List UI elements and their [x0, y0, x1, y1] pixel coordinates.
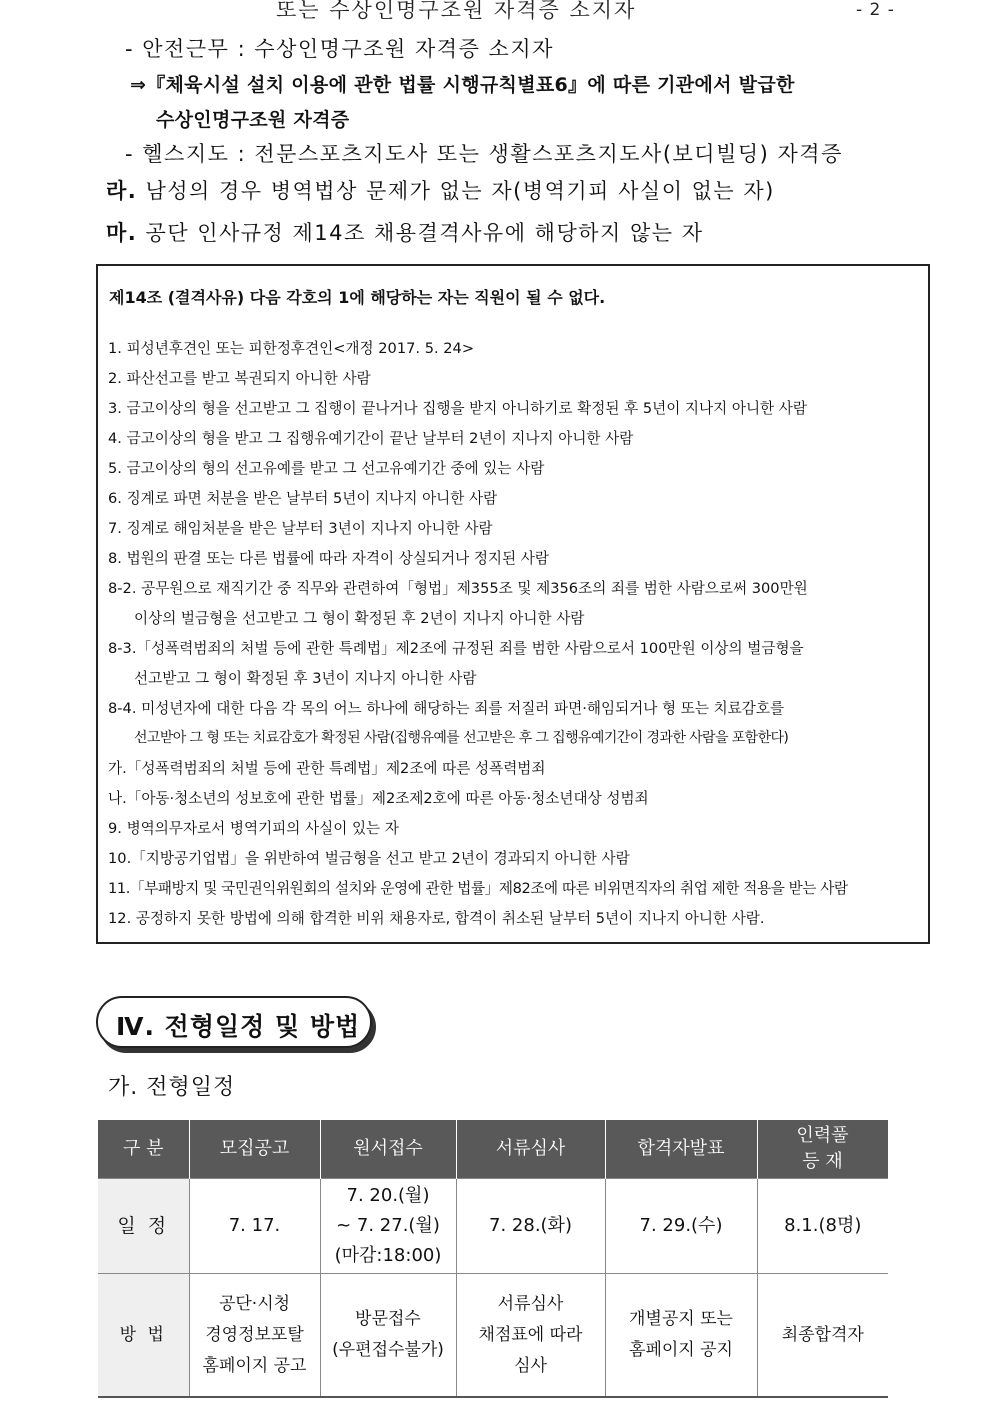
rule-item: 8. 법원의 판결 또는 다른 법률에 따라 자격이 상실되거나 정지된 사람: [108, 550, 549, 567]
rule-item: 4. 금고이상의 형을 받고 그 집행유예기간이 끝난 날부터 2년이 지나지 아니한 사람: [108, 430, 634, 447]
disqualification-rule-box: [96, 264, 930, 944]
header-talent-pool: 인력풀 등 재: [757, 1120, 888, 1179]
row-label-method: 방 법: [98, 1274, 189, 1398]
rule-item: 1. 피성년후견인 또는 피한정후견인<개정 2017. 5. 24>: [108, 340, 475, 357]
rule-item: 8-3.「성폭력범죄의 처벌 등에 관한 특례법」제2조에 규정된 죄를 범한 사람으로서 100만원 이상의 벌금형을: [108, 640, 804, 657]
requirement-ma-marker: 마.: [106, 221, 138, 245]
row-label-schedule: 일 정: [98, 1179, 189, 1274]
page-number: - 2 -: [856, 0, 895, 20]
cell-result-date: 7. 29.(수): [605, 1179, 757, 1274]
health-qualification: - 헬스지도 : 전문스포츠지도사 또는 생활스포츠지도사(보디빌딩) 자격증: [125, 142, 843, 166]
rule-item: 12. 공정하지 못한 방법에 의해 합격한 비위 채용자로, 합격이 취소된 날부터 5년이 지나지 아니한 사람.: [108, 910, 765, 927]
requirement-ra-text: 남성의 경우 병역법상 문제가 없는 자(병역기피 사실이 없는 자): [137, 179, 775, 203]
rule-item: 7. 징계로 해임처분을 받은 날부터 3년이 지나지 아니한 사람: [108, 520, 493, 537]
table-row: [98, 1274, 888, 1398]
cell-application-date: 7. 20.(월) ~ 7. 27.(월) (마감:18:00): [320, 1179, 456, 1274]
header-document-review: 서류심사: [456, 1120, 605, 1179]
rule-item: 나.「아동·청소년의 성보호에 관한 법률」제2조제2호에 따른 아동·청소년대상 성범죄: [108, 790, 649, 807]
requirement-ma: [106, 217, 704, 247]
header-announcement: 모집공고: [189, 1120, 320, 1179]
cell-review-date: 7. 28.(화): [456, 1179, 605, 1274]
rule-item: 6. 징계로 파면 처분을 받은 날부터 5년이 지나지 아니한 사람: [108, 490, 498, 507]
cell-result-method: 개별공지 또는 홈페이지 공지: [605, 1274, 757, 1398]
header-result: 합격자발표: [605, 1120, 757, 1179]
rule-item: 8-4. 미성년자에 대한 다음 각 목의 어느 하나에 해당하는 죄를 저질러 파면·해임되거나 형 또는 치료감호를: [108, 700, 785, 717]
header-application: 원서접수: [320, 1120, 456, 1179]
cell-announcement-date: 7. 17.: [189, 1179, 320, 1274]
cut-off-line: 또는 수상인명구조원 자격증 소지자: [276, 0, 637, 22]
requirement-ra-marker: 라.: [106, 179, 138, 203]
schedule-table: [98, 1120, 889, 1398]
rule-item: 10.「지방공기업법」을 위반하여 벌금형을 선고 받고 2년이 경과되지 아니한 사람: [108, 850, 630, 867]
rule-item: 11.「부패방지 및 국민권익위원회의 설치와 운영에 관한 법률」제82조에 따른 비위면직자의 취업 제한 적용을 받는 사람: [108, 880, 848, 897]
cell-pool-date: 8.1.(8명): [757, 1179, 888, 1274]
schedule-header-row: [98, 1120, 888, 1179]
section-title: Ⅳ. 전형일정 및 방법: [116, 1012, 361, 1041]
cell-announcement-method: 공단·시청 경영정보포탈 홈페이지 공고: [189, 1274, 320, 1398]
rule-item: 5. 금고이상의 형의 선고유예를 받고 그 선고유예기간 중에 있는 사람: [108, 460, 545, 477]
rule-item-continuation: 선고받고 그 형이 확정된 후 3년이 지나지 아니한 사람: [134, 670, 477, 687]
header-category: 구 분: [98, 1120, 189, 1179]
rule-item: 9. 병역의무자로서 병역기피의 사실이 있는 자: [108, 820, 399, 837]
rule-item: 가.「성폭력범죄의 처벌 등에 관한 특례법」제2조에 따른 성폭력범죄: [108, 760, 546, 777]
rule-item: 3. 금고이상의 형을 선고받고 그 집행이 끝나거나 집행을 받지 아니하기로 확정된 후 5년이 지나지 아니한 사람: [108, 400, 807, 417]
rule-title: 제14조 (결격사유) 다음 각호의 1에 해당하는 자는 직원이 될 수 없다.: [109, 288, 606, 307]
table-row: [98, 1179, 888, 1274]
safety-qualification: - 안전근무 : 수상인명구조원 자격증 소지자: [125, 37, 554, 61]
safety-law-note-cont: 수상인명구조원 자격증: [156, 109, 350, 131]
section-heading-pill: [96, 996, 372, 1048]
requirement-ma-text: 공단 인사규정 제14조 채용결격사유에 해당하지 않는 자: [137, 221, 704, 245]
requirement-ra: [106, 175, 775, 205]
rule-item-continuation: 선고받아 그 형 또는 치료감호가 확정된 사람(집행유예를 선고받은 후 그 집행유예기간이 경과한 사람을 포함한다): [134, 730, 789, 746]
subsection-title: 가. 전형일정: [108, 1075, 236, 1100]
rule-item: 2. 파산선고를 받고 복권되지 아니한 사람: [108, 370, 371, 387]
rule-item-continuation: 이상의 벌금형을 선고받고 그 형이 확정된 후 2년이 지나지 아니한 사람: [134, 610, 585, 627]
safety-law-note: ⇒『체육시설 설치 이용에 관한 법률 시행규칙별표6』에 따른 기관에서 발급한: [130, 74, 795, 96]
rule-item: 8-2. 공무원으로 재직기간 중 직무와 관련하여「형법」제355조 및 제356조의 죄를 범한 사람으로써 300만원: [108, 580, 808, 597]
cell-pool-method: 최종합격자: [757, 1274, 888, 1398]
cell-application-method: 방문접수 (우편접수불가): [320, 1274, 456, 1398]
cell-review-method: 서류심사 채점표에 따라 심사: [456, 1274, 605, 1398]
